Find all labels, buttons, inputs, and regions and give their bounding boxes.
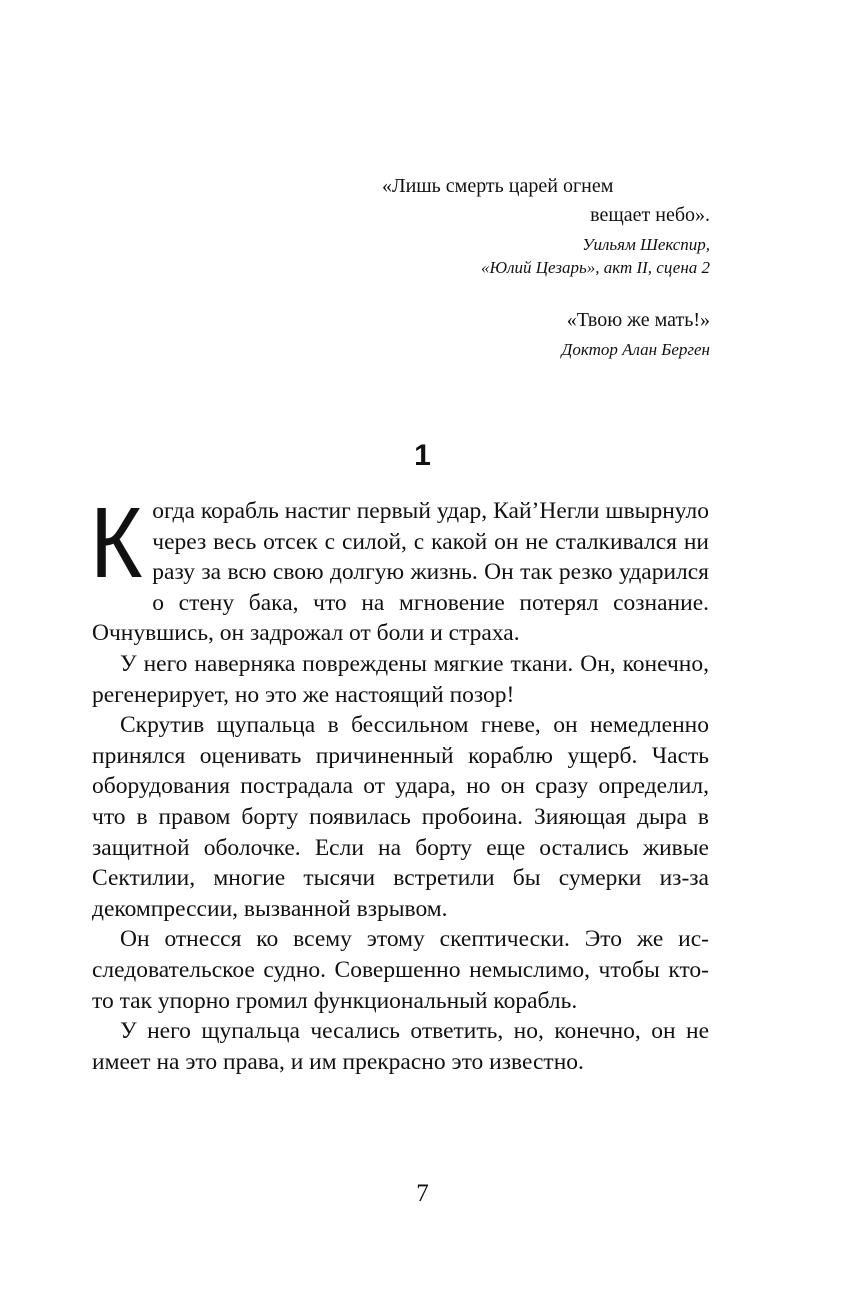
epigraph-quote — [360, 172, 710, 230]
epigraph-attribution — [360, 233, 710, 279]
paragraph: Скрутив щупальца в бессильном гневе, он немедленно принялся оценивать причиненный кораблю ущерб. Часть оборудования пострадала от удара, но он сразу определил, что в правом борту появилась пробоина. Зияющая дыра в защитной оболочке. Если на борту еще остались живые Сектилии, многие тысячи встретили бы сумерки из-за декомпрессии, вызванной взрывом. — [92, 712, 709, 922]
epigraph-attribution — [360, 338, 710, 361]
drop-cap: К — [90, 487, 143, 599]
epigraph-quote — [360, 306, 710, 335]
attribution-line: Доктор Алан Берген — [561, 340, 710, 359]
epigraph-quote-line: «Лишь смерть царей огнем — [382, 175, 614, 197]
page-number: 7 — [416, 1180, 429, 1207]
attribution-line: «Юлий Цезарь», акт II, сцена 2 — [481, 258, 710, 277]
paragraph — [90, 487, 709, 649]
paragraph: У него наверняка повреждены мягкие ткани. Он, конечно, регенерирует, но это же настоящий позор! — [92, 650, 709, 708]
paragraph-text: огда корабль настиг первый удар, Кай’Негли швырнуло через весь отсек с силой, с какой он не сталкивался ни разу за всю свою долгую жизнь. Он так резко ударился о стену бака, что на мгновение потерял сознание. Очнувшись, он задрожал от боли и страха. — [92, 498, 709, 647]
chapter-number: 1 — [414, 439, 431, 472]
epigraph-1 — [360, 172, 710, 279]
paragraph: Он отнесся ко всему этому скептически. Это же исследовательское судно. Совершенно немыслимо, чтобы кто-то так упорно громил функциональный корабль. — [92, 926, 709, 1014]
body-text — [90, 487, 709, 1077]
attribution-line: Уильям Шекспир, — [582, 235, 710, 254]
epigraph-quote-line: «Твою же мать!» — [566, 309, 710, 331]
epigraph-quote-line: вещает небо». — [590, 204, 710, 226]
paragraph: У него щупальца чесались ответить, но, конечно, он не имеет на это права, и им прекрасно это известно. — [92, 1018, 709, 1075]
epigraph-2 — [360, 306, 710, 361]
